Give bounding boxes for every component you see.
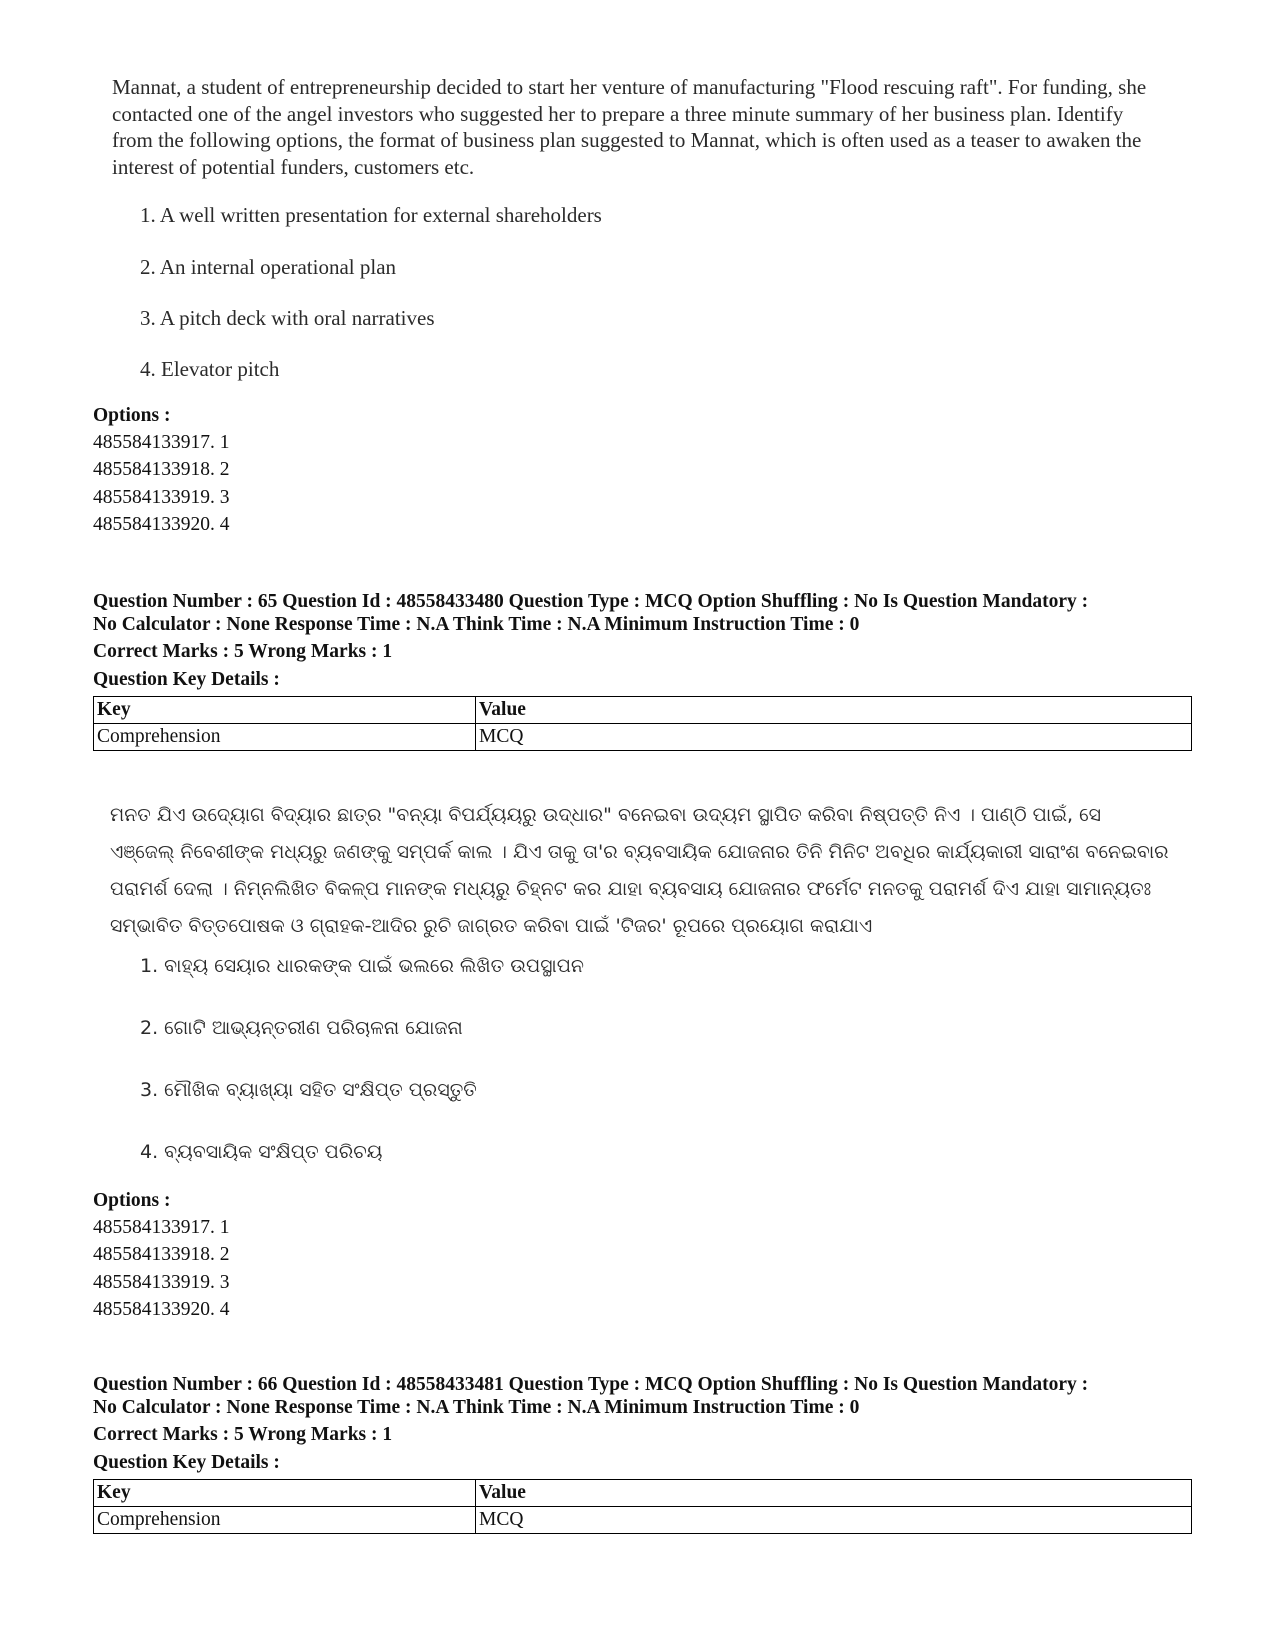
table-header-key: Key <box>94 1480 476 1507</box>
table-header-row <box>94 1480 1192 1507</box>
options-label: Options : <box>93 1190 171 1211</box>
table-cell-key: Comprehension <box>94 724 476 751</box>
choice-2-odia: 2. ଗୋଟି ଆଭ୍ୟନ୍ତରୀଣ ପରିଚାଳନା ଯୋଜନା <box>140 1017 463 1039</box>
question-meta-line-1: Question Number : 65 Question Id : 48558433480 Question Type : MCQ Option Shuffling : No Is Question Mandatory : <box>93 591 1089 612</box>
choice-3-odia: 3. ମୌଖିକ ବ୍ୟାଖ୍ୟା ସହିତ ସଂକ୍ଷିପ୍ତ ପ୍ରସ୍ତୁତି <box>140 1079 477 1101</box>
question-passage-odia: ମନତ ଯିଏ ଉଦ୍ୟୋଗ ବିଦ୍ୟାର ଛାତ୍ର "ବନ୍ୟା ବିପର୍ଯ୍ୟୟରୁ ଉଦ୍ଧାର" ବନେଇବା ଉଦ୍ୟମ ସ୍ଥାପିତ କରିବା ନିଷ୍ପତ୍ତି ନିଏ । ପାଣ୍ଠି ପାଇଁ, ସେ ଏଞ୍ଜେଲ୍ ନିବେଶୀଙ୍କ ମଧ୍ୟରୁ ଜଣଙ୍କୁ ସମ୍ପର୍କ କାଲ । ଯିଏ ତାକୁ ତା'ର ବ୍ୟବସାୟିକ ଯୋଜନାର ତିନି ମିନିଟ ଅବଧିର କାର୍ଯ୍ୟକାରୀ ସାରାଂଶ ବନେଇବାର ପରାମର୍ଶ ଦେଲା । ନିମ୍ନଲିଖିତ ବିକଳ୍ପ ମାନଙ୍କ ମଧ୍ୟରୁ ଚିହ୍ନଟ କର ଯାହା ବ୍ୟବସାୟ ଯୋଜନାର ଫର୍ମେଟ ମନତକୁ ପରାମର୍ଶ ଦିଏ ଯାହା ସାମାନ୍ୟତଃ ସମ୍ଭାବିତ ବିତ୍ତପୋଷକ ଓ ଗ୍ରାହକ-ଆଦିର ରୁଚି ଜାଗ୍ରତ କରିବା ପାଇଁ 'ଟିଜର' ରୂପରେ ପ୍ରୟୋଗ କରାଯାଏ <box>110 804 1169 937</box>
question-meta-line-1: Question Number : 66 Question Id : 48558433481 Question Type : MCQ Option Shuffling : No Is Question Mandatory : <box>93 1374 1089 1395</box>
question-meta-line-2: No Calculator : None Response Time : N.A Think Time : N.A Minimum Instruction Time : 0 <box>93 1397 860 1418</box>
option-id-1: 485584133917. 1 <box>93 432 230 453</box>
table-header-value: Value <box>476 697 1192 724</box>
option-id-4: 485584133920. 4 <box>93 514 230 535</box>
options-label: Options : <box>93 405 171 426</box>
question-meta <box>93 590 1233 636</box>
choice-4-english: 4. Elevator pitch <box>140 357 280 381</box>
option-id-2: 485584133918. 2 <box>93 1244 230 1265</box>
table-cell-value: MCQ <box>476 1507 1192 1534</box>
choice-2-english: 2. An internal operational plan <box>140 255 397 279</box>
table-cell-value: MCQ <box>476 724 1192 751</box>
option-id-2: 485584133918. 2 <box>93 459 230 480</box>
choice-1-english: 1. A well written presentation for external shareholders <box>140 203 602 227</box>
question-meta <box>93 1373 1233 1419</box>
marks-line: Correct Marks : 5 Wrong Marks : 1 <box>93 641 393 662</box>
option-id-4: 485584133920. 4 <box>93 1299 230 1320</box>
table-row <box>94 1507 1192 1534</box>
question-passage-english: Mannat, a student of entrepreneurship decided to start her venture of manufacturing "Flood rescuing raft". For funding, she contacted one of the angel investors who suggested her to prepare a three minute summary of her business plan. Identify from the following options, the format of business plan suggested to Mannat, which is often used as a teaser to awaken the interest of potential funders, customers etc. <box>112 75 1147 179</box>
choice-3-english: 3. A pitch deck with oral narratives <box>140 306 435 330</box>
table-cell-key: Comprehension <box>94 1507 476 1534</box>
choice-4-odia: 4. ବ୍ୟବସାୟିକ ସଂକ୍ଷିପ୍ତ ପରିଚୟ <box>140 1141 383 1163</box>
key-details-label: Question Key Details : <box>93 1452 280 1473</box>
option-id-3: 485584133919. 3 <box>93 487 230 508</box>
question-meta-line-2: No Calculator : None Response Time : N.A Think Time : N.A Minimum Instruction Time : 0 <box>93 614 860 635</box>
key-details-label: Question Key Details : <box>93 669 280 690</box>
marks-line: Correct Marks : 5 Wrong Marks : 1 <box>93 1424 393 1445</box>
option-id-1: 485584133917. 1 <box>93 1217 230 1238</box>
option-id-3: 485584133919. 3 <box>93 1272 230 1293</box>
choice-1-odia: 1. ବାହ୍ୟ ସେୟାର ଧାରକଙ୍କ ପାଇଁ ଭଲରେ ଲିଖିତ ଉପସ୍ଥାପନ <box>140 955 584 977</box>
table-header-value: Value <box>476 1480 1192 1507</box>
key-details-table <box>93 1479 1192 1534</box>
table-header-row <box>94 697 1192 724</box>
key-details-table <box>93 696 1192 751</box>
table-row <box>94 724 1192 751</box>
table-header-key: Key <box>94 697 476 724</box>
